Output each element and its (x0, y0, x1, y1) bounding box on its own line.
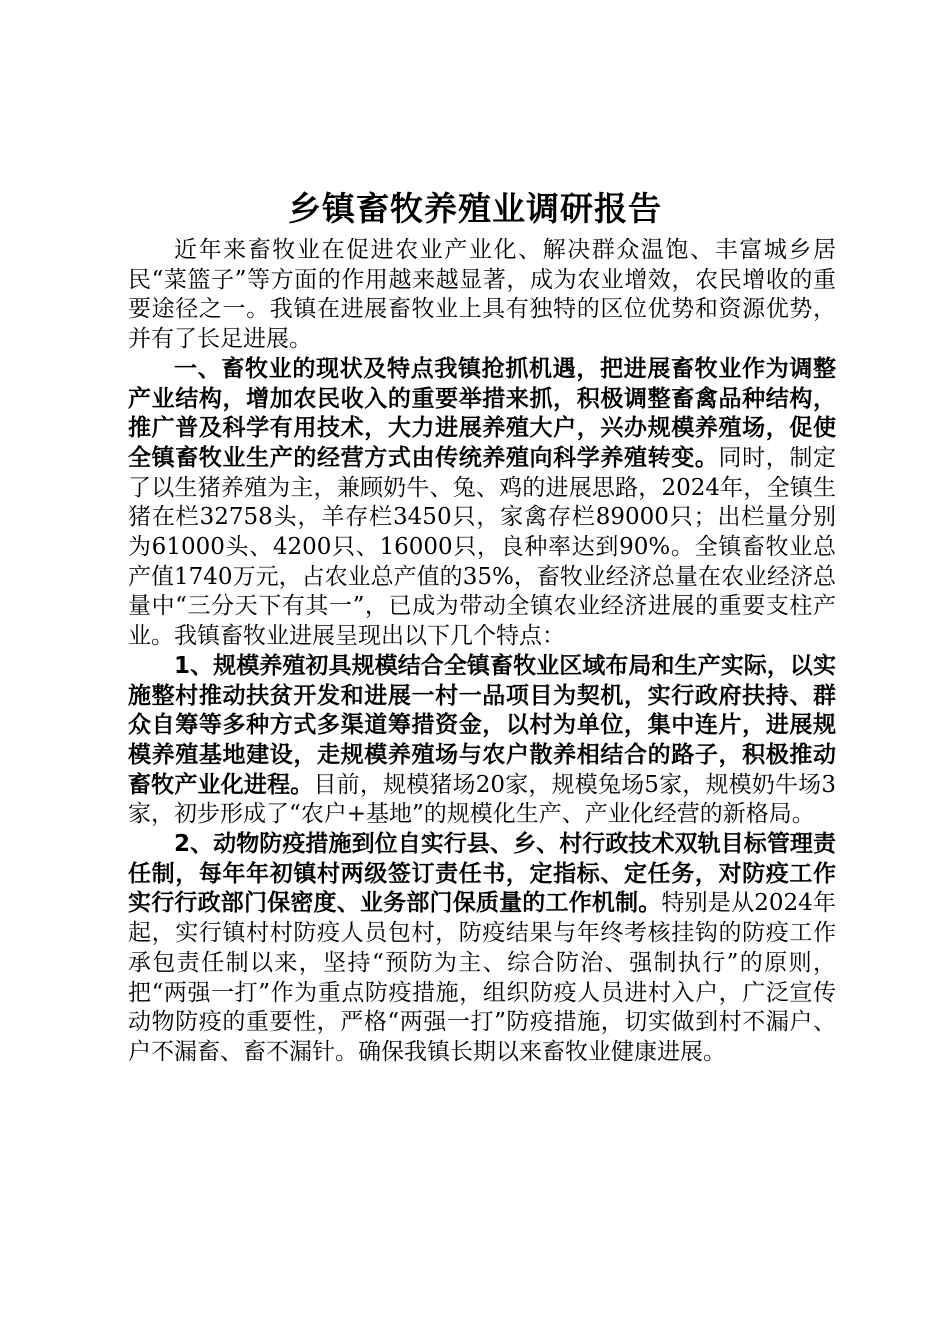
paragraph-text: 近年来畜牧业在促进农业产业化、解决群众温饱、丰富城乡居民“菜篮子”等方面的作用越来越显著，成为农业增效，农民增收的重要途径之一。我镇在进展畜牧业上具有独特的区位优势和资源优势，并有了长足进展。 (128, 237, 836, 353)
paragraph-text: 特别是从2024年起，实行镇村村防疫人员包村，防疫结果与年终考核挂钩的防疫工作承包责任制以来，坚持“预防为主、综合防治、强制执行”的原则，把“两强一打”作为重点防疫措施，组织防疫人员进村入户，广泛宣传动物防疫的重要性，严格“两强一打”防疫措施，切实做到村不漏户、户不漏畜、畜不漏针。确保我镇长期以来畜牧业健康进展。 (128, 890, 836, 1065)
point-heading: 2、动物防疫措施到位自实行县、乡、村行政技术双轨目标管理责任制，每年年初镇村两级签订责任书，定指标、定任务，对防疫工作实行行政部门保密度、业务部门保质量的工作机制。 (128, 831, 836, 917)
paragraph-section-1 (128, 355, 836, 652)
paragraph-point-2 (128, 830, 836, 1068)
document-body (128, 236, 836, 1068)
paragraph-intro (128, 236, 836, 355)
paragraph-text: 目前，规模猪场20家，规模兔场5家，规模奶牛场3家，初步形成了“农户+基地”的规模化生产、产业化经营的新格局。 (128, 771, 837, 828)
point-heading: 1、规模养殖初具规模结合全镇畜牧业区域布局和生产实际，以实施整村推动扶贫开发和进展一村一品项目为契机，实行政府扶持、群众自筹等多种方式多渠道筹措资金，以村为单位，集中连片，进展规模养殖基地建设，走规模养殖场与农户散养相结合的路子，积极推动畜牧产业化进程。 (128, 652, 836, 798)
paragraph-point-1 (128, 652, 836, 830)
paragraph-text: 同时，制定了以生猪养殖为主，兼顾奶牛、兔、鸡的进展思路，2024年，全镇生猪在栏32758头，羊存栏3450只，家禽存栏89000只；出栏量分别为61000头、4200只、16000只，良种率达到90%。全镇畜牧业总产值1740万元，占农业总产值的35%，畜牧业经济总量在农业经济总量中“三分天下有其一”，已成为带动全镇农业经济进展的重要支柱产业。我镇畜牧业进展呈现出以下几个特点： (128, 444, 837, 650)
page-title: 乡镇畜牧养殖业调研报告 (288, 189, 662, 228)
section-heading: 一、畜牧业的现状及特点我镇抢抓机遇，把进展畜牧业作为调整产业结构，增加农民收入的重要举措来抓，积极调整畜禽品种结构，推广普及科学有用技术，大力进展养殖大户，兴办规模养殖场，促使全镇畜牧业生产的经营方式由传统养殖向科学养殖转变。 (128, 355, 836, 471)
